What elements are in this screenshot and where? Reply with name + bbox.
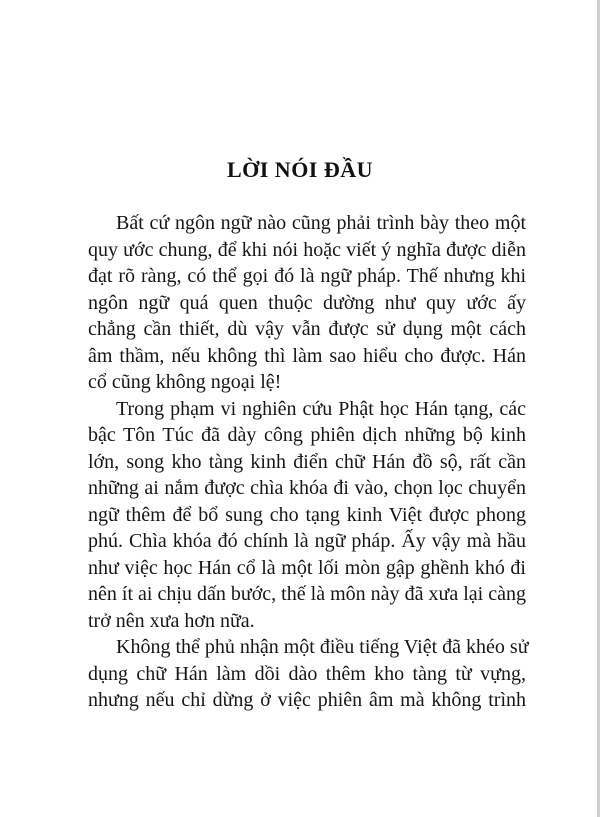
body-text [88, 210, 529, 714]
text-line: quy ước chung, để khi nói hoặc viết ý nghĩa được diễn [88, 238, 526, 261]
page-title: LỜI NÓI ĐẦU [226, 157, 374, 182]
text-line: như việc học Hán cổ là một lối mòn gập ghềnh khó đi [88, 556, 526, 579]
text-line: chẳng cần thiết, dù vậy vẫn được sử dụng một cách [88, 318, 526, 340]
paragraph-1 [88, 210, 526, 396]
text-line: phú. Chìa khóa đó chính là ngữ pháp. Ấy vậy mà hầu [88, 530, 526, 552]
text-line: nên ít ai chịu dấn bước, thế là môn này đã xưa lại càng [88, 583, 526, 605]
text-line: cổ cũng không ngoại lệ! [88, 371, 282, 393]
text-line: bậc Tôn Túc đã dày công phiên dịch những bộ kinh [88, 424, 526, 446]
text-line: Không thể phủ nhận một điều tiếng Việt đã khéo sử [116, 636, 529, 658]
text-line: những ai nắm được chìa khóa đi vào, chọn lọc chuyển [88, 477, 526, 499]
text-line: Trong phạm vi nghiên cứu Phật học Hán tạng, các [116, 397, 526, 420]
text-line: Bất cứ ngôn ngữ nào cũng phải trình bày theo một [116, 212, 526, 234]
text-line: âm thầm, nếu không thì làm sao hiểu cho được. Hán [88, 344, 526, 367]
text-line: ngữ thêm để bổ sung cho tạng kinh Việt được phong [88, 503, 526, 526]
text-line: ngôn ngữ quá quen thuộc dường như quy ước ấy [88, 291, 526, 314]
paragraph-3 [88, 634, 529, 714]
text-line: dụng chữ Hán làm dồi dào thêm kho tàng từ vựng, [88, 662, 526, 685]
text-line: nhưng nếu chỉ dừng ở việc phiên âm mà không trình [88, 689, 526, 711]
text-line: đạt rõ ràng, có thể gọi đó là ngữ pháp. Thế nhưng khi [88, 265, 526, 287]
text-line: lớn, song kho tàng kinh điển chữ Hán đồ sộ, rất cần [88, 450, 526, 473]
text-line: trở nên xưa hơn nữa. [88, 609, 255, 632]
paragraph-2 [88, 396, 526, 635]
